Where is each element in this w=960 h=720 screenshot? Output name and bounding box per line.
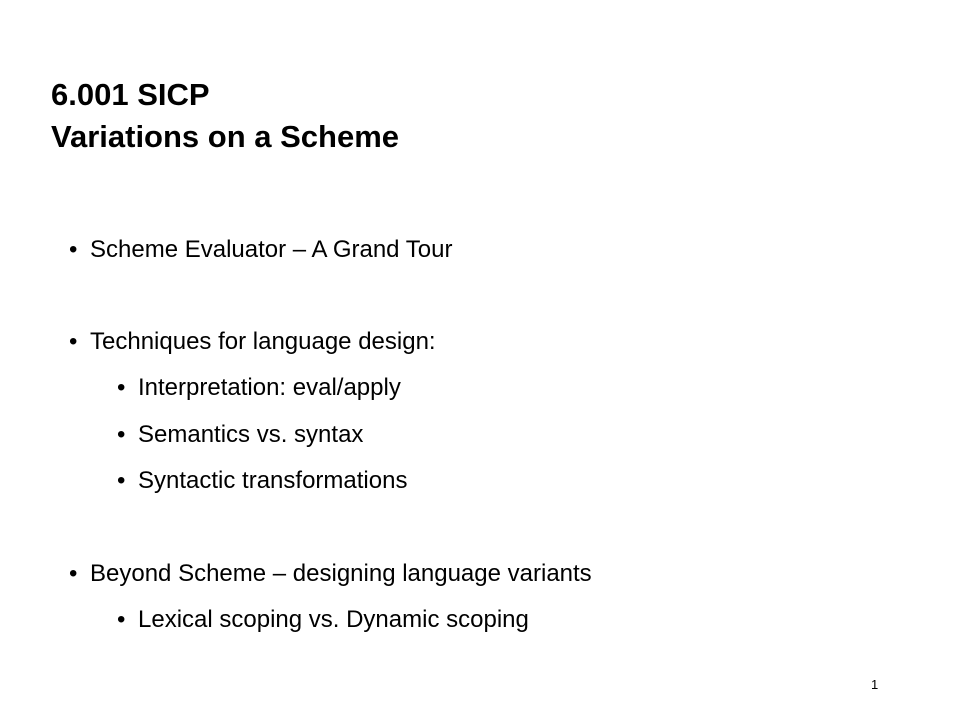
bullet-dot-icon: •: [117, 421, 126, 448]
bullet-text: Interpretation: eval/apply: [138, 374, 401, 401]
bullet-text: Scheme Evaluator – A Grand Tour: [90, 236, 453, 263]
bullet-dot-icon: •: [117, 374, 126, 401]
bullet-item-semantics: [117, 420, 364, 450]
bullet-dot-icon: •: [69, 328, 78, 355]
bullet-item-syntactic-transformations: [117, 466, 408, 496]
title-line-course: 6.001 SICP: [51, 77, 210, 112]
page-number: 1: [871, 677, 879, 692]
bullet-item-scoping: [117, 605, 529, 635]
bullet-dot-icon: •: [69, 560, 78, 587]
bullet-item-evaluator-tour: [69, 235, 453, 265]
bullet-text: Techniques for language design:: [90, 328, 436, 355]
bullet-item-beyond-scheme: [69, 559, 592, 589]
bullet-item-interpretation: [117, 373, 401, 403]
bullet-dot-icon: •: [117, 467, 126, 494]
bullet-dot-icon: •: [69, 236, 78, 263]
bullet-text: Beyond Scheme – designing language variants: [90, 560, 592, 587]
bullet-text: Semantics vs. syntax: [138, 421, 364, 448]
bullet-dot-icon: •: [117, 606, 126, 633]
title-line-topic: Variations on a Scheme: [51, 119, 400, 154]
bullet-item-techniques: [69, 327, 436, 357]
bullet-text: Syntactic transformations: [138, 467, 408, 494]
bullet-text: Lexical scoping vs. Dynamic scoping: [138, 606, 529, 633]
